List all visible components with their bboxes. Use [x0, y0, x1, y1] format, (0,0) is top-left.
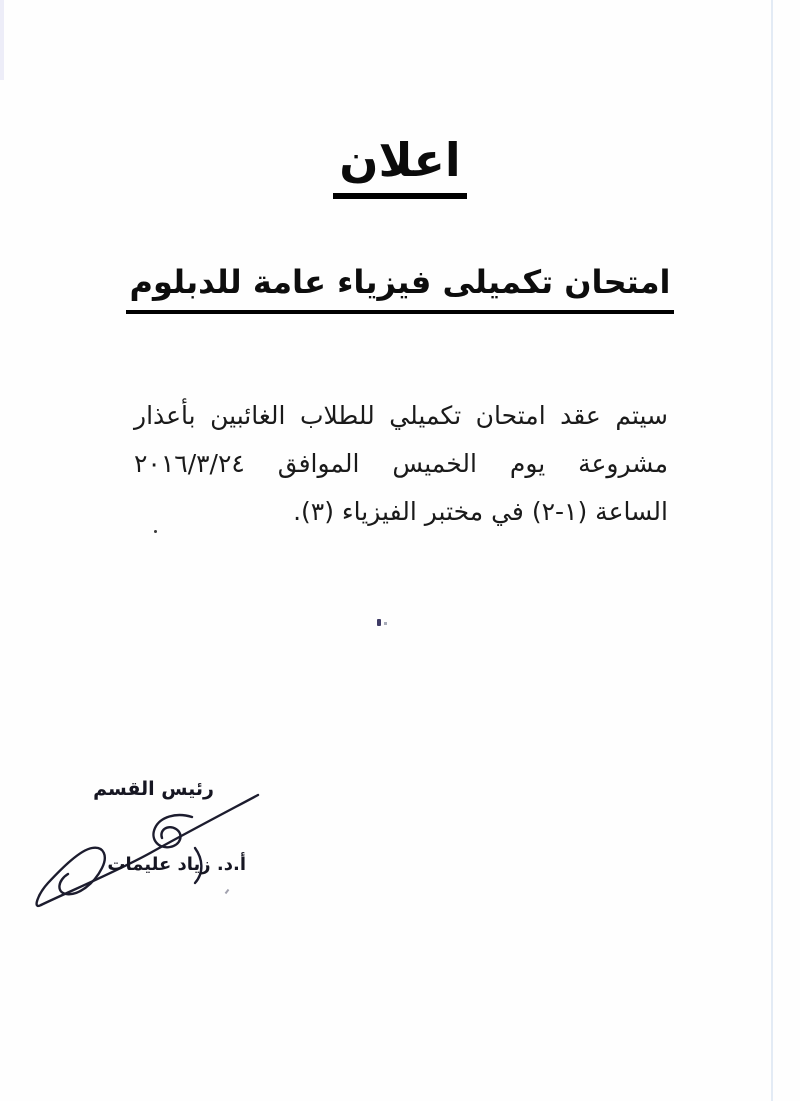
- title-row: [0, 128, 800, 199]
- signature-name: أ.د. زياد عليمات: [107, 854, 246, 875]
- scan-artifact-speck: [377, 619, 381, 626]
- scan-artifact-dot: [154, 530, 157, 533]
- signature-role-label: رئيس القسم: [93, 778, 214, 800]
- scan-artifact-speck: [384, 622, 387, 625]
- body-line-1: سيتم عقد امتحان تكميلي للطلاب الغائبين بأعذار: [134, 401, 668, 430]
- handwritten-signature: [28, 786, 268, 914]
- announcement-body: [134, 392, 668, 536]
- signature-long-stroke: [41, 795, 258, 905]
- body-line-2: مشروعة يوم الخميس الموافق ٢٠١٦/٣/٢٤: [134, 449, 668, 478]
- page-title: اعلان: [333, 128, 466, 199]
- exam-subtitle: امتحان تكميلى فيزياء عامة للدبلوم: [126, 258, 675, 314]
- signature-mid-glyph: [153, 815, 192, 847]
- body-line-3: الساعة (١-٢) في مختبر الفيزياء (٣).: [293, 497, 668, 526]
- signature-loop-oval: [37, 848, 105, 906]
- scan-edge-line: [771, 0, 773, 1101]
- scan-edge-tint: [0, 0, 4, 80]
- subtitle-row: [0, 258, 800, 314]
